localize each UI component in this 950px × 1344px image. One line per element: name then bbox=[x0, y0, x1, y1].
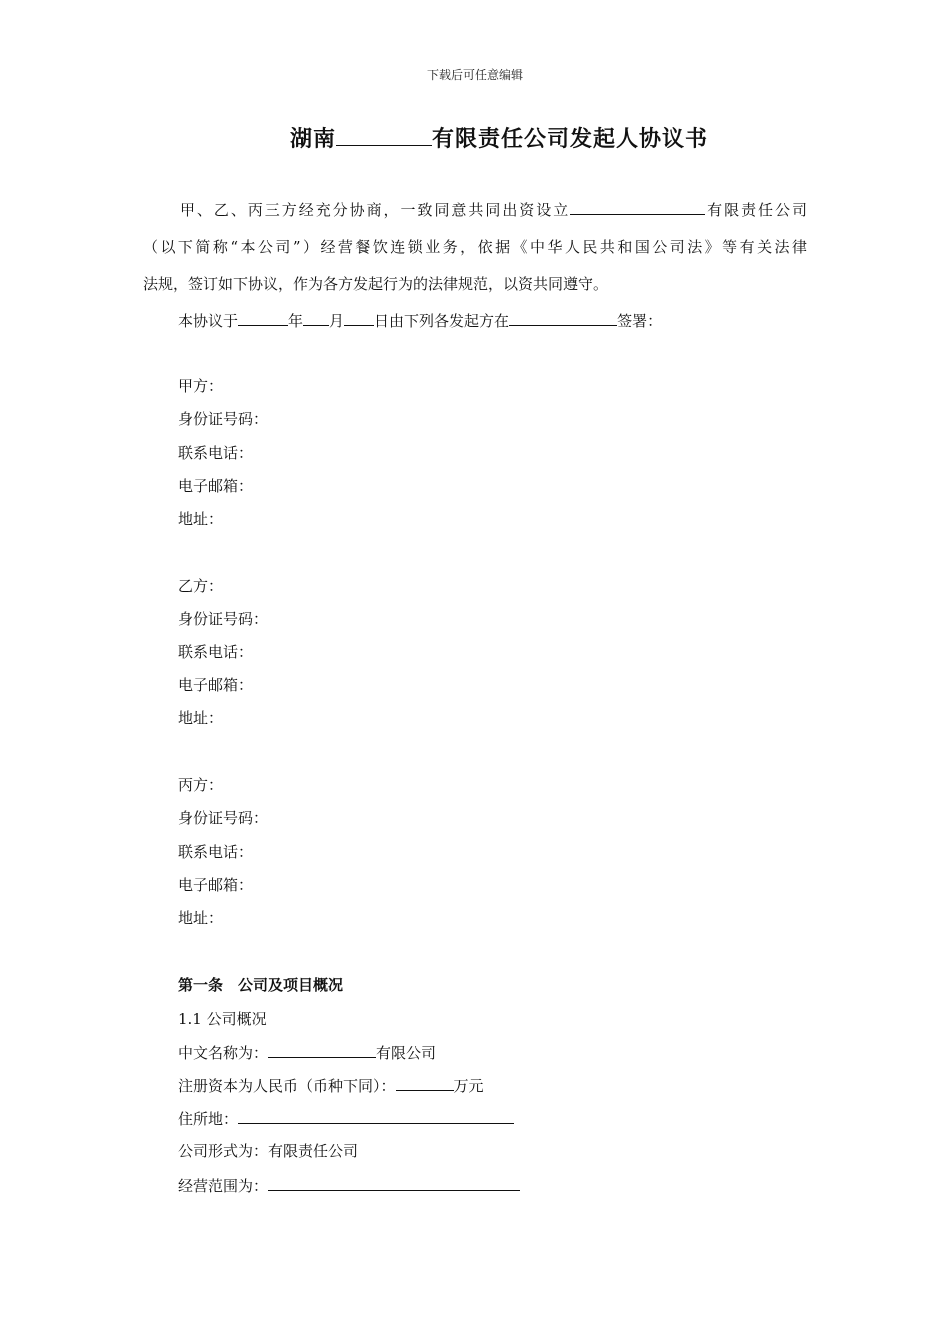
party-b-phone: 联系电话： bbox=[178, 643, 254, 661]
intro-line-2: （以下简称“本公司”）经营餐饮连锁业务，依据《中华人民共和国公司法》等有关法律 bbox=[143, 238, 807, 256]
cn-name-suffix: 有限公司 bbox=[376, 1043, 437, 1062]
document-title bbox=[0, 122, 950, 153]
scope-line bbox=[178, 1174, 520, 1196]
party-b-address: 地址： bbox=[178, 709, 224, 727]
party-a-id: 身份证号码： bbox=[178, 410, 269, 428]
intro-line-1b: 有限责任公司 bbox=[705, 201, 807, 219]
intro-line-1 bbox=[143, 192, 807, 229]
title-prefix: 湖南 bbox=[289, 126, 336, 153]
header-note: 下载后可任意编辑 bbox=[426, 68, 523, 82]
cn-name-label: 中文名称为： bbox=[178, 1043, 269, 1062]
party-c-name: 丙方： bbox=[178, 776, 224, 794]
party-b-id: 身份证号码： bbox=[178, 610, 269, 628]
address-label: 住所地： bbox=[178, 1109, 239, 1128]
place-blank bbox=[509, 309, 617, 326]
signing-day-rest: 日由下列各发起方在 bbox=[374, 311, 510, 330]
signing-line bbox=[178, 309, 662, 331]
party-b-name: 乙方： bbox=[178, 577, 224, 595]
company-form-line: 公司形式为：有限责任公司 bbox=[178, 1142, 359, 1160]
intro-line-1a: 甲、乙、丙三方经充分协商，一致同意共同出资设立 bbox=[178, 201, 571, 219]
party-c-phone: 联系电话： bbox=[178, 843, 254, 861]
signing-sign: 签署： bbox=[617, 311, 663, 330]
cn-name-blank bbox=[268, 1041, 376, 1058]
company-name-blank bbox=[570, 198, 705, 215]
party-a-email: 电子邮箱： bbox=[178, 477, 254, 495]
article-1-heading: 第一条 公司及项目概况 bbox=[178, 976, 344, 994]
signing-month: 月 bbox=[329, 311, 345, 330]
signing-year: 年 bbox=[288, 311, 304, 330]
party-a-address: 地址： bbox=[178, 510, 224, 528]
party-c-id: 身份证号码： bbox=[178, 809, 269, 827]
capital-blank bbox=[396, 1074, 454, 1091]
intro-paragraph bbox=[143, 192, 807, 303]
signing-text-a: 本协议于 bbox=[178, 311, 239, 330]
party-a-name: 甲方： bbox=[178, 377, 224, 395]
party-c-email: 电子邮箱： bbox=[178, 876, 254, 894]
day-blank bbox=[344, 309, 374, 326]
party-a-phone: 联系电话： bbox=[178, 444, 254, 462]
title-suffix: 有限责任公司发起人协议书 bbox=[432, 126, 709, 153]
scope-blank bbox=[268, 1174, 520, 1191]
capital-label: 注册资本为人民币（币种下同）： bbox=[178, 1076, 396, 1095]
scope-label: 经营范围为： bbox=[178, 1176, 269, 1195]
party-b-email: 电子邮箱： bbox=[178, 676, 254, 694]
capital-line bbox=[178, 1074, 484, 1096]
cn-name-line bbox=[178, 1041, 436, 1063]
title-blank bbox=[336, 122, 432, 146]
address-blank bbox=[238, 1107, 514, 1124]
intro-line-3: 法规，签订如下协议，作为各方发起行为的法律规范，以资共同遵守。 bbox=[143, 275, 609, 293]
month-blank bbox=[303, 309, 329, 326]
capital-suffix: 万元 bbox=[453, 1076, 484, 1095]
article-1-subheading: 1.1 公司概况 bbox=[178, 1010, 267, 1028]
address-line bbox=[178, 1107, 514, 1129]
year-blank bbox=[238, 309, 288, 326]
party-c-address: 地址： bbox=[178, 909, 224, 927]
